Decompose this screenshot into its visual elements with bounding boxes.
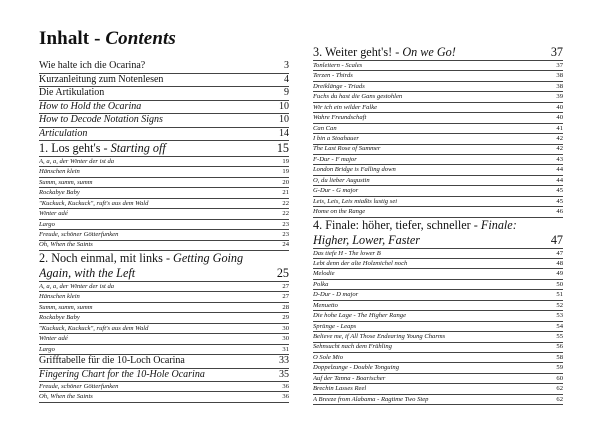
entry-title: Das tiefe H - The lower B bbox=[313, 249, 381, 257]
chapter-title-german: 2. Noch einmal, mit links - bbox=[39, 250, 174, 265]
toc-entry bbox=[39, 392, 289, 402]
toc-entry bbox=[39, 282, 289, 292]
toc-entry bbox=[313, 322, 563, 332]
entry-title: Auf der Tanna - Boarischer bbox=[313, 374, 386, 382]
page-number: 24 bbox=[282, 241, 289, 249]
page-number: 59 bbox=[556, 364, 563, 372]
toc-entry bbox=[313, 249, 563, 259]
toc-entry bbox=[313, 269, 563, 279]
entry-title: G-Dur - G major bbox=[313, 187, 359, 195]
toc-entry bbox=[39, 369, 289, 383]
entry-title: "Kuckuck, Kuckuck", ruft's aus dem Wald bbox=[39, 199, 149, 207]
entry-title: Leis, Leis, Leis miaßts lustig sei bbox=[313, 197, 398, 205]
entry-title: The Last Rose of Summer bbox=[313, 145, 381, 153]
entry-title: A Breeze from Alabama - Ragtime Two Step bbox=[313, 395, 429, 403]
toc-entry bbox=[39, 345, 289, 355]
toc-entry bbox=[39, 292, 289, 302]
toc-entry bbox=[313, 311, 563, 321]
entry-title: Wahre Freundschaft bbox=[313, 114, 367, 122]
entry-title: Home on the Range bbox=[313, 208, 366, 216]
page-number: 38 bbox=[556, 82, 563, 90]
toc-entry bbox=[39, 167, 289, 177]
toc-entry bbox=[313, 82, 563, 92]
entry-title: Winter adé bbox=[39, 335, 68, 343]
page-number: 51 bbox=[556, 291, 563, 299]
chapter-title-german: 4. Finale: höher, tiefer, schneller - bbox=[313, 217, 481, 232]
page-number: 37 bbox=[550, 45, 563, 59]
page-number: 10 bbox=[279, 100, 289, 112]
entry-title: Freude, schöner Götterfunken bbox=[39, 382, 119, 390]
page-number: 53 bbox=[556, 312, 563, 320]
toc-entry bbox=[39, 87, 289, 101]
page-number: 36 bbox=[282, 382, 289, 390]
page-number: 39 bbox=[556, 93, 563, 101]
toc-entry bbox=[313, 395, 563, 405]
toc-entry bbox=[313, 343, 563, 353]
chapter-title-german: 1. Los geht's - bbox=[39, 141, 111, 155]
entry-title: A, a, a, der Winter der ist da bbox=[39, 282, 115, 290]
entry-title: Largo bbox=[39, 220, 55, 228]
page-number: 14 bbox=[279, 127, 289, 139]
toc-entry bbox=[313, 61, 563, 71]
chapter-title-german: 3. Weiter geht's! - bbox=[313, 45, 403, 59]
entry-title: Winter adé bbox=[39, 210, 68, 218]
toc-entry bbox=[313, 301, 563, 311]
page-number: 28 bbox=[282, 303, 289, 311]
entry-title: Fuchs du hast die Gans gestohlen bbox=[313, 93, 403, 101]
entry-title: Lebt denn der alte Holzmichel noch bbox=[313, 259, 408, 267]
entry-title: How to Hold the Ocarina bbox=[39, 100, 142, 112]
title-english: Contents bbox=[105, 28, 176, 49]
page-number: 19 bbox=[282, 157, 289, 165]
toc-entry bbox=[39, 220, 289, 230]
entry-title: Grifftabelle für die 10-Loch Ocarina bbox=[39, 355, 185, 366]
entry-title: Summ, summ, summ bbox=[39, 303, 93, 311]
entry-title: Doppelzunge - Double Tonguing bbox=[313, 364, 400, 372]
page-number: 45 bbox=[556, 187, 563, 195]
page-number: 31 bbox=[282, 345, 289, 353]
page-number: 4 bbox=[284, 73, 289, 85]
entry-title: Rockabye Baby bbox=[39, 189, 80, 197]
chapter-title-english: Finale: Higher, Lower, Faster bbox=[313, 217, 517, 247]
page-number: 35 bbox=[279, 368, 289, 380]
toc-entry bbox=[313, 207, 563, 217]
entry-title: Die hohe Lage - The Higher Range bbox=[313, 312, 407, 320]
page-number: 22 bbox=[282, 199, 289, 207]
page-number: 23 bbox=[282, 231, 289, 238]
page-number: 29 bbox=[282, 314, 289, 322]
chapter-title-english: Starting off bbox=[110, 141, 166, 155]
toc-entry bbox=[313, 332, 563, 342]
chapter-title-english: On we Go! bbox=[402, 45, 456, 59]
toc-entry bbox=[313, 290, 563, 300]
entry-title: F-Dur - F major bbox=[313, 155, 357, 163]
entry-title: Brechin Lasses Reel bbox=[313, 385, 367, 393]
entry-title: London Bridge is Falling down bbox=[313, 166, 396, 174]
entry-title: Freude, schöner Götterfunken bbox=[39, 231, 119, 238]
toc-entry bbox=[313, 353, 563, 363]
entry-title: Melodie bbox=[313, 270, 335, 278]
page-number: 62 bbox=[556, 385, 563, 393]
page-number: 27 bbox=[282, 282, 289, 290]
page-number: 44 bbox=[556, 166, 563, 174]
entry-title: Rockabye Baby bbox=[39, 314, 80, 322]
toc-entry bbox=[39, 101, 289, 115]
page-number: 30 bbox=[282, 335, 289, 343]
entry-title: Polka bbox=[313, 280, 329, 288]
chapter-heading bbox=[39, 251, 289, 282]
toc-entry bbox=[313, 374, 563, 384]
entry-title: Dreiklänge - Triads bbox=[313, 82, 365, 90]
chapter-heading bbox=[313, 45, 563, 61]
entry-title: A, a, a, der Winter der ist da bbox=[39, 157, 115, 165]
toc-entry bbox=[313, 176, 563, 186]
page-number: 20 bbox=[282, 178, 289, 186]
page-number: 21 bbox=[282, 189, 289, 197]
entry-title: Largo bbox=[39, 345, 55, 353]
chapter-title bbox=[313, 45, 548, 60]
entry-title: Kurzanleitung zum Notenlesen bbox=[39, 73, 164, 85]
chapter-title bbox=[39, 141, 274, 156]
page-number: 15 bbox=[276, 141, 289, 155]
entry-title: D-Dur - D major bbox=[313, 291, 359, 299]
chapter-heading bbox=[313, 218, 563, 249]
toc-entry bbox=[313, 145, 563, 155]
page-number: 37 bbox=[556, 61, 563, 69]
entry-title: "Kuckuck, Kuckuck", ruft's aus dem Wald bbox=[39, 324, 149, 332]
toc-entry bbox=[313, 134, 563, 144]
page-number: 45 bbox=[556, 197, 563, 205]
entry-title: Can Can bbox=[313, 124, 337, 132]
chapter-title bbox=[313, 218, 548, 248]
toc-entry bbox=[39, 382, 289, 392]
entry-title: Sprünge - Leaps bbox=[313, 322, 357, 330]
entry-title: O Sole Mio bbox=[313, 353, 344, 361]
entry-title: Oh, When the Saints bbox=[39, 241, 93, 249]
toc-entry bbox=[39, 313, 289, 323]
page-number: 36 bbox=[282, 393, 289, 401]
page-number: 43 bbox=[556, 155, 563, 163]
page-number: 44 bbox=[556, 176, 563, 184]
chapter-heading bbox=[39, 141, 289, 157]
entry-title: Wir ich ein wilder Falke bbox=[313, 103, 378, 111]
toc-entry bbox=[313, 71, 563, 81]
entry-title: Fingering Chart for the 10-Hole Ocarina bbox=[39, 368, 205, 380]
toc-entry bbox=[39, 178, 289, 188]
toc-entry bbox=[39, 334, 289, 344]
toc-entry bbox=[313, 363, 563, 373]
page-number: 48 bbox=[556, 259, 563, 267]
page-number: 33 bbox=[279, 355, 289, 366]
page-number: 52 bbox=[556, 301, 563, 309]
page-number: 47 bbox=[556, 249, 563, 257]
toc-entry bbox=[313, 124, 563, 134]
page-number: 49 bbox=[556, 270, 563, 278]
toc-entry bbox=[39, 60, 289, 74]
page-number: 60 bbox=[556, 374, 563, 382]
entry-title: Die Artikulation bbox=[39, 87, 105, 98]
toc-entry bbox=[39, 209, 289, 219]
toc-entry bbox=[313, 280, 563, 290]
toc-entry bbox=[313, 92, 563, 102]
entry-title: Articulation bbox=[39, 127, 88, 139]
page-number: 19 bbox=[282, 168, 289, 176]
toc-entry bbox=[39, 74, 289, 88]
toc-left-column bbox=[39, 60, 289, 403]
toc-entry bbox=[313, 384, 563, 394]
toc-entry bbox=[39, 241, 289, 251]
page-number: 40 bbox=[556, 103, 563, 111]
page-number: 25 bbox=[276, 265, 289, 280]
page-number: 27 bbox=[282, 293, 289, 301]
page-number: 42 bbox=[556, 145, 563, 153]
entry-title: Hänschen klein bbox=[39, 293, 80, 301]
toc-entry bbox=[313, 165, 563, 175]
toc-entry bbox=[313, 103, 563, 113]
page-number: 47 bbox=[550, 232, 563, 247]
chapter-title-english: Getting Going Again, with the Left bbox=[39, 250, 244, 280]
entry-title: Wie halte ich die Ocarina? bbox=[39, 60, 146, 71]
toc-entry bbox=[313, 155, 563, 165]
page-number: 40 bbox=[556, 114, 563, 122]
entry-title: I bin a Stoahauer bbox=[313, 135, 359, 142]
toc-entry bbox=[39, 188, 289, 198]
toc-entry bbox=[313, 113, 563, 123]
page-number: 46 bbox=[556, 208, 563, 216]
toc-entry bbox=[313, 197, 563, 207]
entry-title: Believe me, if All Those Endearing Young Charms bbox=[313, 333, 446, 340]
page-number: 9 bbox=[284, 87, 289, 98]
toc-entry bbox=[39, 230, 289, 240]
entry-title: Oh, When the Saints bbox=[39, 393, 93, 401]
page-number: 41 bbox=[556, 124, 563, 132]
chapter-title bbox=[39, 251, 274, 281]
page-number: 54 bbox=[556, 322, 563, 330]
page-number: 58 bbox=[556, 353, 563, 361]
toc-entry bbox=[39, 324, 289, 334]
toc-entry bbox=[313, 186, 563, 196]
page-number: 50 bbox=[556, 280, 563, 288]
toc-entry bbox=[39, 114, 289, 128]
toc-right-column bbox=[313, 45, 563, 405]
entry-title: Hänschen klein bbox=[39, 168, 80, 176]
toc-entry bbox=[39, 199, 289, 209]
toc-entry bbox=[313, 259, 563, 269]
entry-title: Tonleitern - Scales bbox=[313, 61, 363, 69]
page-number: 3 bbox=[284, 60, 289, 71]
page-number: 22 bbox=[282, 210, 289, 218]
entry-title: O, du lieber Augustin bbox=[313, 176, 370, 184]
toc-entry bbox=[39, 128, 289, 142]
toc-entry bbox=[39, 303, 289, 313]
page-number: 42 bbox=[556, 135, 563, 142]
toc-entry bbox=[39, 355, 289, 369]
page-number: 30 bbox=[282, 324, 289, 332]
page-number: 10 bbox=[279, 114, 289, 125]
page-number: 38 bbox=[556, 72, 563, 80]
entry-title: Sehnsucht nach dem Frühling bbox=[313, 343, 392, 351]
entry-title: Terzen - Thirds bbox=[313, 72, 353, 80]
page-number: 23 bbox=[282, 220, 289, 228]
entry-title: How to Decode Notation Signs bbox=[39, 114, 163, 125]
page-number: 56 bbox=[556, 343, 563, 351]
toc-entry bbox=[39, 157, 289, 167]
entry-title: Summ, summ, summ bbox=[39, 178, 93, 186]
page-number: 55 bbox=[556, 333, 563, 340]
page-title bbox=[39, 28, 176, 50]
page-number: 62 bbox=[556, 395, 563, 403]
entry-title: Menuetto bbox=[313, 301, 338, 309]
title-german: Inhalt - bbox=[39, 28, 106, 49]
